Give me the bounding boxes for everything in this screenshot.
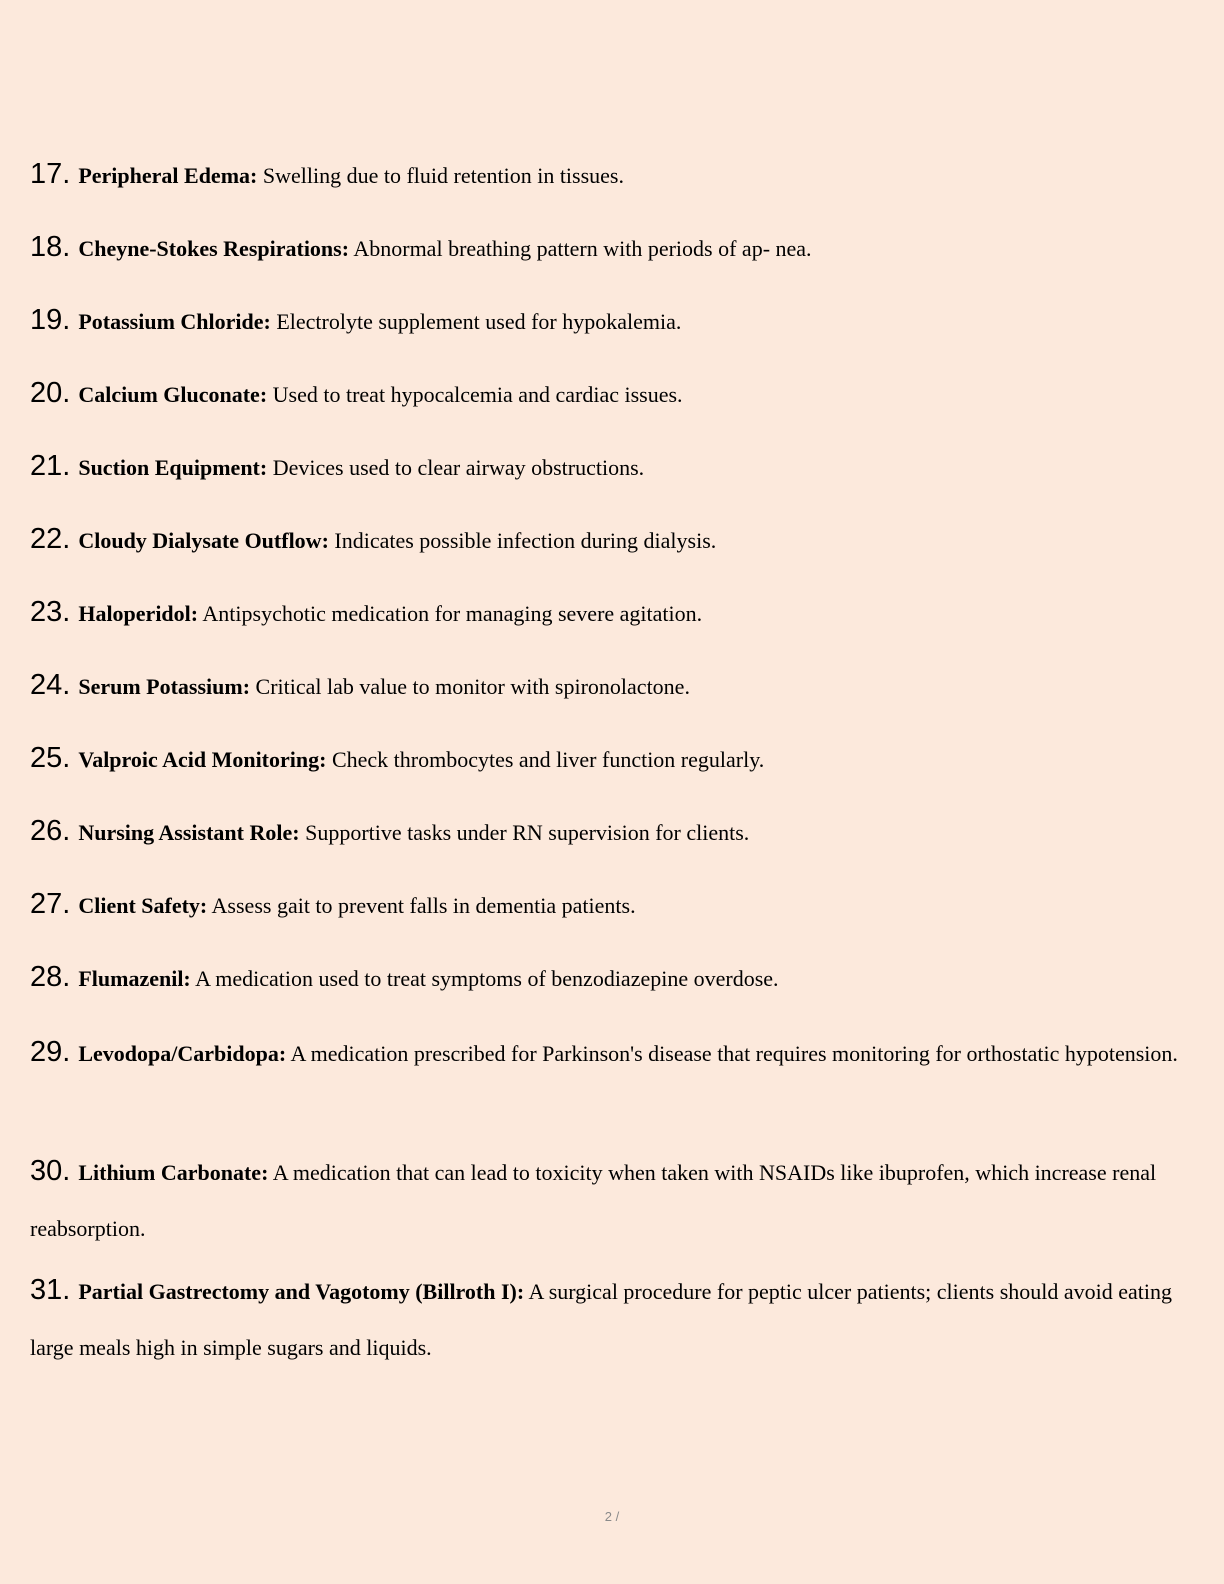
list-item — [30, 146, 1200, 219]
item-number: 18. — [30, 231, 71, 263]
list-item — [30, 949, 1200, 1024]
list-item — [30, 1262, 1200, 1381]
item-term: Haloperidol: — [78, 601, 199, 626]
list-item — [30, 438, 1200, 511]
list-item — [30, 803, 1200, 876]
item-description: Indicates possible infection during dialysis. — [334, 528, 717, 553]
item-term: Suction Equipment: — [78, 455, 268, 480]
item-term: Valproic Acid Monitoring: — [78, 747, 327, 772]
item-term: Potassium Chloride: — [78, 309, 271, 334]
item-description: A medication used to treat symptoms of benzodiazepine overdose. — [195, 966, 779, 991]
item-term: Levodopa/Carbidopa: — [78, 1041, 287, 1066]
list-item — [30, 219, 1200, 292]
item-description: Check thrombocytes and liver function regularly. — [331, 747, 765, 772]
item-description: Critical lab value to monitor with spironolactone. — [255, 674, 690, 699]
item-number: 29. — [30, 1036, 71, 1068]
item-number: 22. — [30, 523, 71, 555]
list-item — [30, 365, 1200, 438]
item-description: Assess gait to prevent falls in dementia patients. — [211, 893, 636, 918]
document-page — [30, 146, 1200, 1381]
item-description: A surgical procedure for peptic ulcer patients; clients should avoid eating large meals high in simple sugars and liquids. — [30, 1279, 1173, 1360]
item-number: 23. — [30, 596, 71, 628]
list-item — [30, 876, 1200, 949]
item-term: Cloudy Dialysate Outflow: — [78, 528, 329, 553]
item-term: Lithium Carbonate: — [78, 1160, 269, 1185]
item-description: Used to treat hypocalcemia and cardiac issues. — [272, 382, 683, 407]
item-description: A medication that can lead to toxicity when taken with NSAIDs like ibuprofen, which increase renal reabsorption. — [30, 1160, 1157, 1241]
item-number: 31. — [30, 1274, 71, 1306]
item-description: Swelling due to fluid retention in tissues. — [262, 163, 624, 188]
item-term: Client Safety: — [78, 893, 208, 918]
item-number: 24. — [30, 669, 71, 701]
item-description: Supportive tasks under RN supervision for clients. — [305, 820, 750, 845]
list-item — [30, 657, 1200, 730]
item-description: Antipsychotic medication for managing severe agitation. — [202, 601, 703, 626]
item-term: Flumazenil: — [78, 966, 191, 991]
item-number: 20. — [30, 377, 71, 409]
list-item — [30, 1143, 1200, 1262]
list-item — [30, 511, 1200, 584]
item-number: 30. — [30, 1155, 71, 1187]
item-term: Serum Potassium: — [78, 674, 251, 699]
item-number: 19. — [30, 304, 71, 336]
item-number: 17. — [30, 158, 71, 190]
item-number: 27. — [30, 888, 71, 920]
item-term: Nursing Assistant Role: — [78, 820, 300, 845]
item-number: 28. — [30, 961, 71, 993]
item-number: 25. — [30, 742, 71, 774]
item-description: Devices used to clear airway obstructions. — [272, 455, 645, 480]
list-item — [30, 584, 1200, 657]
item-term: Partial Gastrectomy and Vagotomy (Billroth I): — [78, 1279, 525, 1304]
item-description: Abnormal breathing pattern with periods of ap- nea. — [353, 236, 812, 261]
item-number: 26. — [30, 815, 71, 847]
item-term: Cheyne-Stokes Respirations: — [78, 236, 350, 261]
item-number: 21. — [30, 450, 71, 482]
item-description: Electrolyte supplement used for hypokalemia. — [276, 309, 682, 334]
item-term: Peripheral Edema: — [78, 163, 258, 188]
list-item — [30, 730, 1200, 803]
list-item — [30, 1024, 1200, 1143]
item-term: Calcium Gluconate: — [78, 382, 268, 407]
item-description: A medication prescribed for Parkinson's disease that requires monitoring for orthostatic hypotension. — [290, 1041, 1178, 1066]
page-number: 2 / — [604, 1509, 620, 1524]
list-item — [30, 292, 1200, 365]
